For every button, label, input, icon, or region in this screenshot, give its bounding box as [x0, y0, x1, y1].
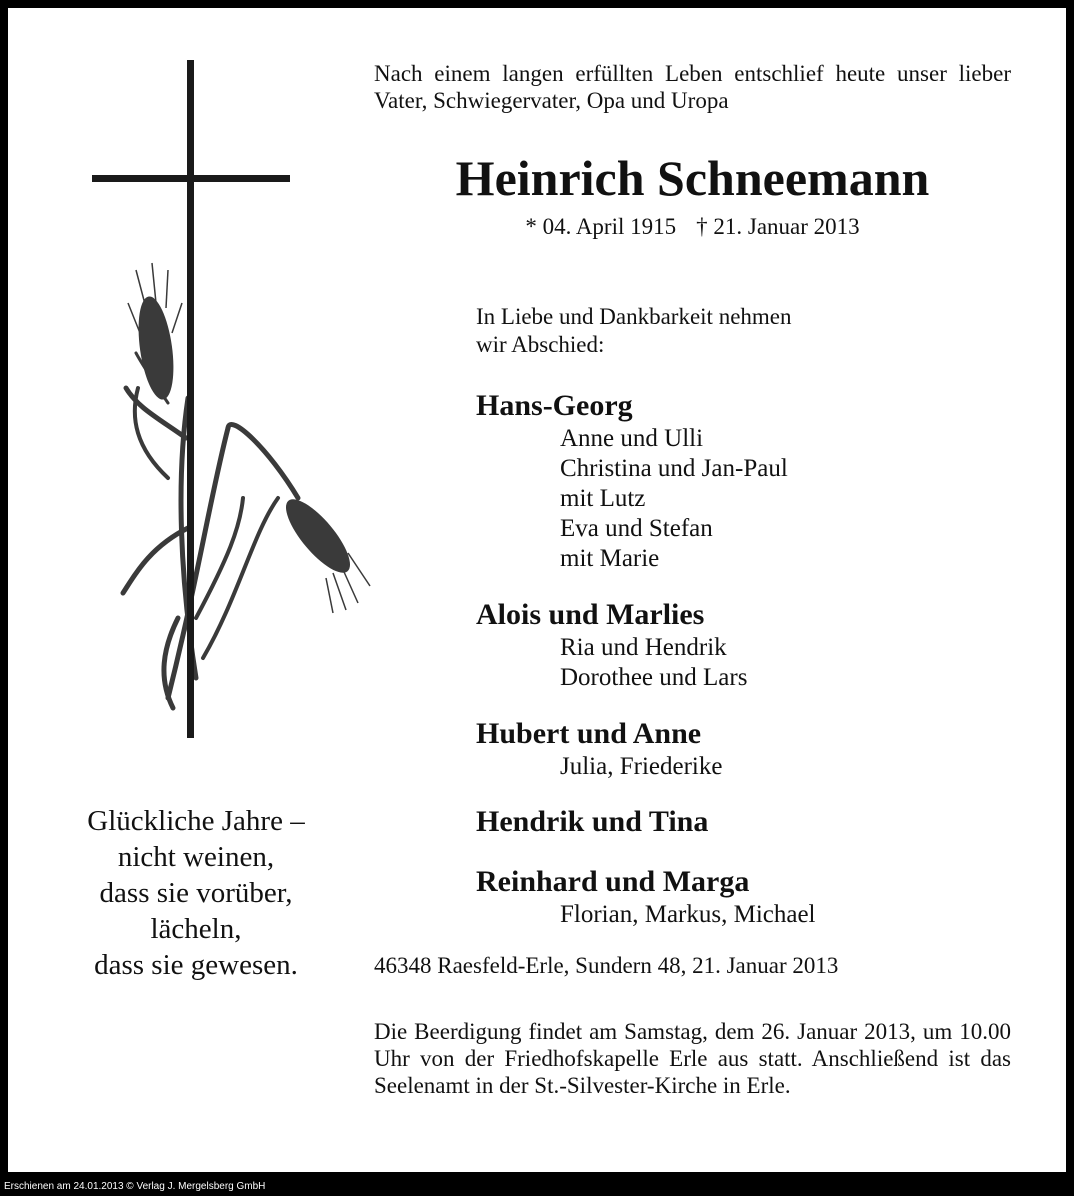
family-head: Alois und Marlies: [476, 598, 705, 631]
poem-line: nicht weinen,: [117, 841, 275, 873]
funeral-notice: Die Beerdigung findet am Samstag, dem 26. Januar 2013, um 10.00 Uhr von der Friedhofskapelle Erle aus statt. Anschließend ist das Seelenamt in der St.-Silvester-Kirche in Erle.: [374, 1019, 1011, 1098]
cross-icon: [92, 60, 290, 738]
family-member: Florian, Markus, Michael: [560, 901, 816, 928]
wheat-ear-left: [128, 263, 182, 402]
intro-text: Nach einem langen erfüllten Leben entschlief heute unser lieber Vater, Schwiegervater, Opa und Uropa: [374, 61, 1011, 113]
family-member: Christina und Jan-Paul: [560, 455, 788, 482]
family-member: Eva und Stefan: [560, 515, 713, 542]
family-head: Hans-Georg: [476, 389, 633, 422]
birth-date: * 04. April 1915: [525, 214, 677, 239]
family-group: [476, 388, 788, 574]
poem: [46, 803, 346, 983]
family-member: Anne und Ulli: [560, 425, 704, 452]
thanks-line: In Liebe und Dankbarkeit nehmen: [476, 304, 792, 329]
thanks-line: wir Abschied:: [476, 332, 605, 357]
family-group: [476, 864, 816, 930]
poem-line: dass sie vorüber,: [99, 877, 293, 909]
place-and-date: 46348 Raesfeld-Erle, Sundern 48, 21. Januar 2013: [374, 953, 839, 978]
poem-line: lächeln,: [150, 913, 242, 945]
family-head: Reinhard und Marga: [476, 865, 750, 898]
poem-line: dass sie gewesen.: [94, 949, 298, 981]
life-dates: [374, 213, 1011, 241]
family-member: Ria und Hendrik: [560, 634, 727, 661]
family-head: Hendrik und Tina: [476, 805, 709, 838]
family-member: mit Lutz: [560, 485, 646, 512]
family-member: Julia, Friederike: [560, 753, 723, 780]
cross-with-wheat-illustration: [78, 58, 378, 748]
thanks-text: [476, 303, 896, 359]
deceased-name: Heinrich Schneemann: [455, 150, 930, 206]
publication-footer: Erschienen am 24.01.2013 © Verlag J. Mergelsberg GmbH: [4, 1181, 266, 1192]
family-head: Hubert und Anne: [476, 717, 702, 750]
family-group: [476, 804, 708, 840]
poem-line: Glückliche Jahre –: [87, 805, 305, 837]
family-member: mit Marie: [560, 545, 660, 572]
family-group: [476, 597, 747, 693]
family-member: Dorothee und Lars: [560, 664, 748, 691]
wheat-ear-right: [276, 490, 370, 613]
family-group: [476, 716, 722, 782]
obituary-card: [8, 8, 1066, 1172]
death-date: † 21. Januar 2013: [696, 214, 860, 239]
